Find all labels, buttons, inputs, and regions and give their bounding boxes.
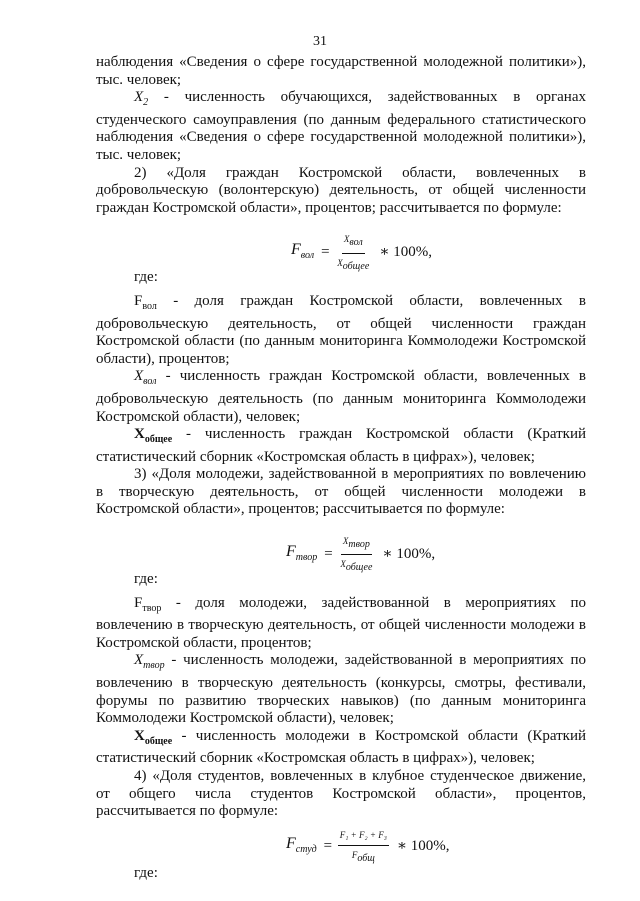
formula-f-tvor: $F_{твор}$ = $\frac{X_{твор}}{X_{общее}}$ ∗ 100%, [286, 533, 435, 577]
formula-block-3 [96, 821, 586, 865]
definition-x-tvor: $X_{твор}$ - численность молодежи, задействованной в мероприятиях по вовлечению в творческую деятельность (конкурсы, смотры, фестивали, форумы по развитию творческих навыков) (по данным мониторинга Коммолодежи Костромской области), человек; [96, 652, 586, 727]
fraction: $\frac{X_{твор}}{X_{общее}}$ [338, 533, 374, 577]
item-3: 3) «Доля молодежи, задействованной в мероприятиях по вовлечению в творческую деятельность, от общей численности молодежи в Костромской области», процентов; рассчитывается по формуле: [96, 466, 586, 518]
formula-f-vol: $F_{вол}$ = $\frac{X_{вол}}{X_{общее}}$ ∗ 100%, [291, 231, 432, 275]
where-label: где: [134, 864, 158, 881]
definition-x-vol: $X_{вол}$ - численность граждан Костромской области, вовлеченных в добровольческую деятельность (по данным мониторинга Коммолодежи Костромской области), человек; [96, 368, 586, 425]
symbol-x2: $X_2$ [134, 89, 149, 109]
formula-f-stud: $F_{студ}$ = $\frac{\text{F₁ + F₂ + F₃}}{F_{общ}}$ ∗ 100%, [286, 827, 450, 868]
formula-block-2 [96, 519, 586, 574]
definition-x-obshee: $X_{общее}$ - численность граждан Костромской области (Краткий статистический сборник «Костромская область в цифрах»), человек; [96, 426, 586, 465]
formula-block-1 [96, 217, 586, 272]
item-4: 4) «Доля студентов, вовлеченных в клубное студенческое движение, от общего числа студентов Костромской области», процентов, рассчитывается по формуле: [96, 768, 586, 820]
document-body [96, 54, 586, 882]
where-label: где: [134, 269, 158, 286]
paragraph-continuation: наблюдения «Сведения о сфере государственной молодежной политики»), тыс. человек; [96, 54, 586, 88]
definition-x-obshee-2: $X_{общее}$ - численность молодежи в Костромской области (Краткий статистический сборник «Костромская область в цифрах»), человек; [96, 727, 586, 767]
definition-f-tvor: $F_{твор}$ - доля молодежи, задействованной в мероприятиях по вовлечению в творческую деятельность, от общей численности молодежи в Костромской области, процентов; [96, 594, 586, 651]
fraction: $\frac{\text{F₁ + F₂ + F₃}}{F_{общ}}$ [338, 827, 389, 868]
item-2: 2) «Доля граждан Костромской области, вовлеченных в добровольческую (волонтерскую) деятельность, от общей численности граждан Костромской области», процентов; рассчитывается по формуле: [96, 164, 586, 216]
definition-f-vol: $F_{вол}$ - доля граждан Костромской области, вовлеченных в добровольческую деятельность, от общей численности граждан Костромской области (по данным мониторинга Коммолодежи Костромской области), процентов; [96, 292, 586, 367]
definition-x2: $X_2$ - численность обучающихся, задействованных в органах студенческого самоуправления (по данным федерального статистического наблюдения «Сведения о сфере государственной молодежной политики»), тыс. человек; [96, 89, 586, 163]
page-number: 31 [313, 34, 327, 49]
fraction: $\frac{X_{вол}}{X_{общее}}$ [335, 231, 371, 275]
where-label: где: [134, 571, 158, 588]
